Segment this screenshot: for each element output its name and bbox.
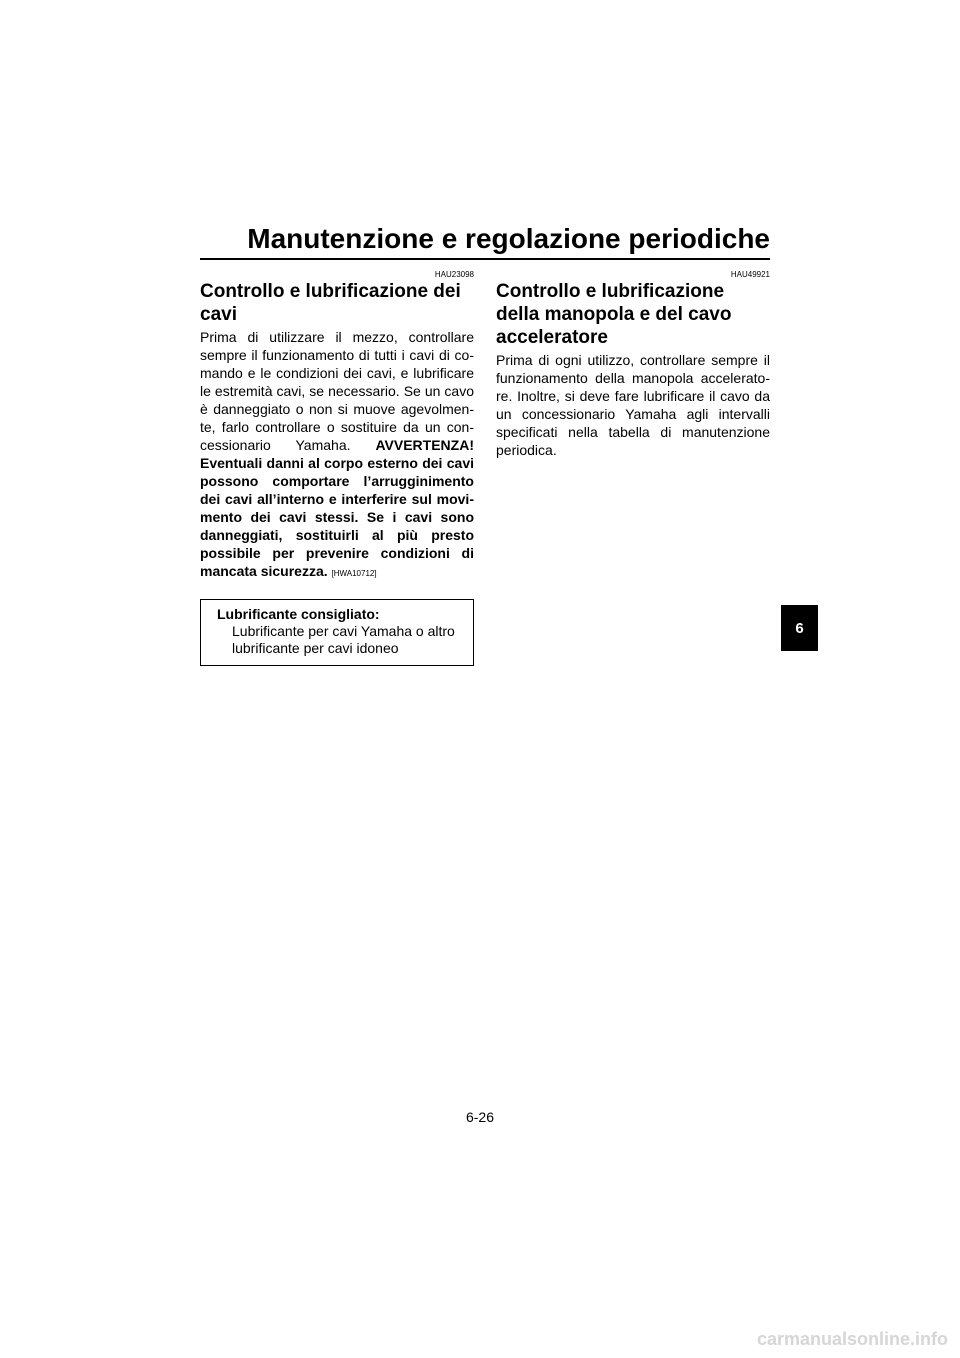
watermark: carmanualsonline.info [756, 1329, 948, 1349]
section-code: HAU23098 [434, 270, 474, 279]
right-column [496, 270, 770, 459]
spec-value: Lubrificante per cavi Yamaha o altro lubrificante per cavi idoneo [232, 623, 455, 656]
section-body: Prima di ogni utilizzo, controllare sempre il funzionamento della manopola acceleratore. Inoltre, si deve fare lubrificare il cavo da un concessionario Yamaha agli intervalli specificati nella tabella di manutenzione periodica. [496, 352, 770, 458]
left-column [200, 270, 474, 666]
page-number: 6-26 [465, 1109, 495, 1125]
lubricant-spec-box [200, 599, 474, 666]
spec-title: Lubrificante consigliato: [217, 606, 380, 622]
section-heading: Controllo e lubrificazione dei cavi [200, 281, 461, 325]
chapter-tab: 6 [781, 605, 818, 651]
warning-text: AVVERTENZA! Eventuali danni al corpo esterno dei cavi possono comportare l’arrugginimento dei cavi all’interno e interferire sul movimento dei cavi stessi. Se i cavi sono danneggiati, sostituirli al più presto possibile per prevenire condizioni di mancata sicurezza. [200, 437, 474, 579]
body-text: Prima di utilizzare il mezzo, controllare sempre il funzionamento di tutti i cavi di comando e le condizioni dei cavi, e lubrificare le estremità cavi, se necessario. Se un cavo è danneggiato o non si muove agevolmente, farlo controllare o sostituire da un concessionario Yamaha. [200, 329, 474, 453]
page-title: Manutenzione e regolazione periodiche [200, 222, 770, 260]
section-heading: Controllo e lubrificazione della manopola e del cavo acceleratore [496, 281, 732, 348]
warning-reference: [HWA10712] [331, 569, 377, 578]
section-code: HAU49921 [730, 270, 770, 279]
section-body [200, 328, 474, 583]
